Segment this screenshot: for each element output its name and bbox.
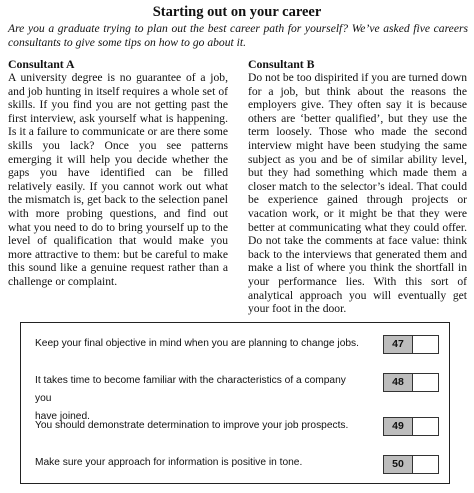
- answer-box-48[interactable]: [383, 373, 439, 392]
- question-text-line: You should demonstrate determination to improve your job prospects.: [35, 420, 349, 431]
- question-49-text: [35, 417, 365, 435]
- question-number: 49: [384, 418, 413, 435]
- consultant-b-text: Do not be too dispirited if you are turned down for a job, but think about the reasons the employers give. They often say it is because others are ‘better qualified’, but they use the term loosely. Those who made the second interview might have been studying the same subject as you and be of similar ability level, but they had something which made them a closer match to the selector’s ideal. That could be experience gained through projects or vacation work, or it might be that they were better at communicating what they could offer. Do not take the comments at face value: think back to the interviews that generated them and make a list of where you think the shortfall in your performance lies. With this sort of analytical approach you will eventually get your foot in the door.: [248, 71, 467, 316]
- questions-panel: [20, 322, 450, 484]
- question-50-text: [35, 454, 365, 472]
- question-number: 50: [384, 456, 413, 473]
- question-text-line: It takes time to become familiar with the characteristics of a company you: [35, 375, 346, 404]
- answer-box-50[interactable]: [383, 455, 439, 474]
- answer-box-47[interactable]: [383, 335, 439, 354]
- question-47-text: [35, 335, 365, 353]
- answer-box-49[interactable]: [383, 417, 439, 436]
- intro-text: Are you a graduate trying to plan out the best career path for yourself? We’ve asked five careers consultants to give some tips on how to go about it.: [8, 22, 468, 49]
- question-text-line: Make sure your approach for information is positive in tone.: [35, 457, 303, 468]
- consultant-a-text: A university degree is no guarantee of a job, and job hunting in itself requires a whole set of skills. If you find you are not getting past the first interview, ask yourself what is happening. Is it a failure to communicate or are there some skills you lack? Once you see patterns emerging it will help you decide whether the gaps you have identified can be filled relatively easily. If you cannot work out what the mismatch is, get back to the selection panel with more probing questions, and find out what you need to do to bring yourself up to the level of qualification that would make you more attractive to them: but be careful to make this sound like a genuine request rather than a challenge or complaint.: [8, 71, 228, 288]
- consultant-b-section: [248, 57, 467, 316]
- question-text-line: have joined.: [35, 411, 90, 422]
- question-number: 47: [384, 336, 413, 353]
- consultant-a-section: [8, 57, 228, 289]
- question-number: 48: [384, 374, 413, 391]
- consultant-a-heading: Consultant A: [8, 57, 75, 71]
- question-text-line: Keep your final objective in mind when you are planning to change jobs.: [35, 338, 359, 349]
- page-title: Starting out on your career: [152, 4, 322, 20]
- consultant-b-heading: Consultant B: [248, 57, 315, 71]
